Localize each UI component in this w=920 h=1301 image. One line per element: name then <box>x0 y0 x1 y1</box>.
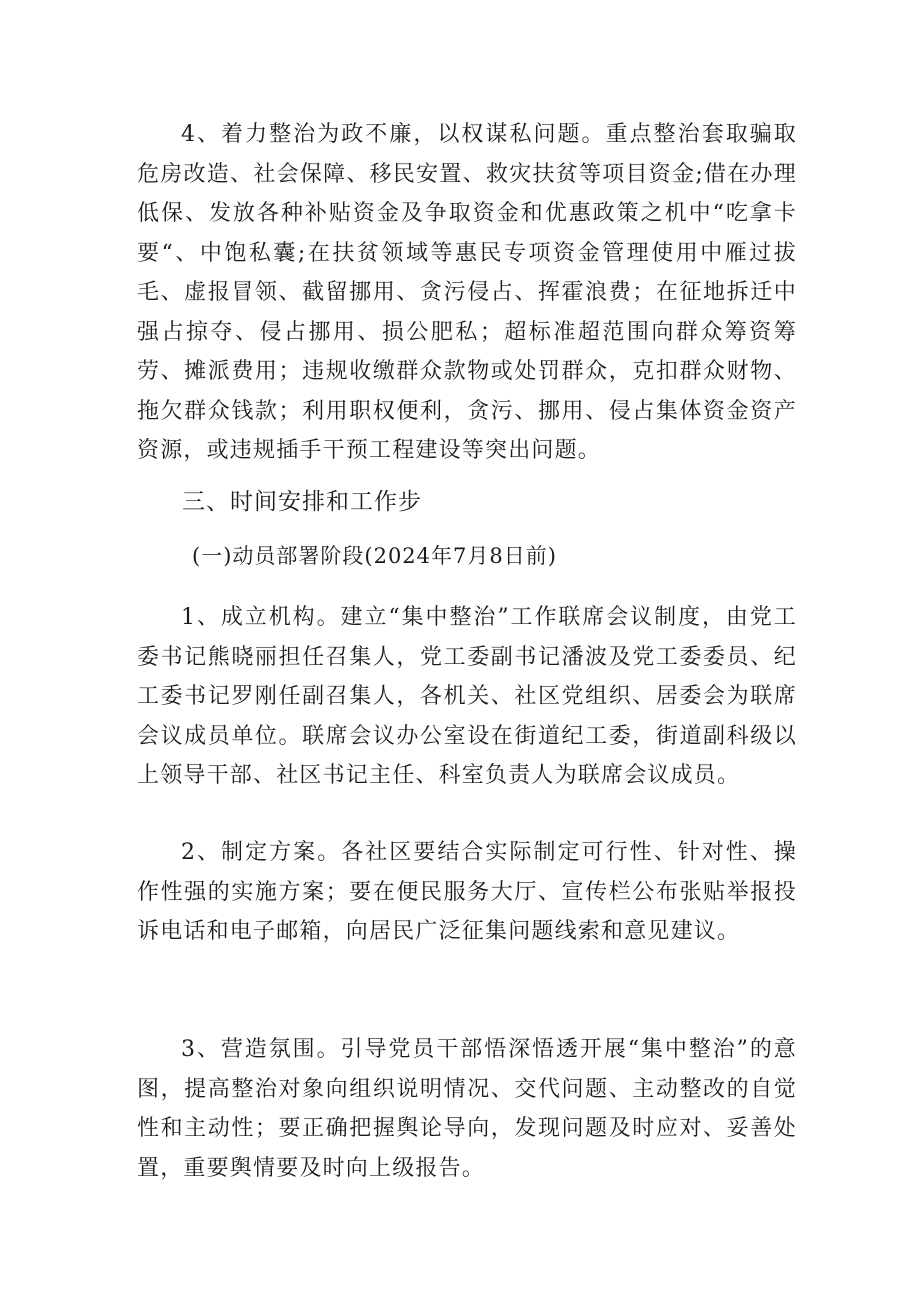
section-heading: 三、时间安排和工作步 <box>182 489 422 515</box>
paragraph-item-4: 4、着力整治为政不廉，以权谋私问题。重点整治套取骗取危房改造、社会保障、移民安置、救灾扶贫等项目资金;借在办理低保、发放各种补贴资金及争取资金和优惠政策之机中“吃拿卡要“、中饱私囊;在扶贫领域等惠民专项资金管理使用中雁过拔毛、虚报冒领、截留挪用、贪污侵占、挥霍浪费；在征地拆迁中强占掠夺、侵占挪用、损公肥私；超标准超范围向群众筹资筹劳、摊派费用；违规收缴群众款物或处罚群众，克扣群众财物、拖欠群众钱款；利用职权便利，贪污、挪用、侵占集体资金资产资源，或违规插手干预工程建设等突出问题。 <box>137 122 797 463</box>
paragraph-item-1: 1、成立机构。建立“集中整治”工作联席会议制度，由党工委书记熊晓丽担任召集人，党工委副书记潘波及党工委委员、纪工委书记罗刚任副召集人，各机关、社区党组织、居委会为联席会议成员单位。联席会议办公室设在街道纪工委，街道副科级以上领导干部、社区书记主任、科室负责人为联席会议成员。 <box>137 605 797 788</box>
subsection-heading: (一)动员部署阶段(2024年7月8日前) <box>192 544 557 568</box>
paragraph-item-2: 2、制定方案。各社区要结合实际制定可行性、针对性、操作性强的实施方案；要在便民服务大厅、宣传栏公布张贴举报投诉电话和电子邮箱，向居民广泛征集问题线索和意见建议。 <box>137 840 797 944</box>
paragraph-item-3: 3、营造氛围。引导党员干部悟深悟透开展“集中整治”的意图，提高整治对象向组织说明情况、交代问题、主动整改的自觉性和主动性；要正确把握舆论导向，发现问题及时应对、妥善处置，重要舆情要及时向上级报告。 <box>137 1037 797 1181</box>
